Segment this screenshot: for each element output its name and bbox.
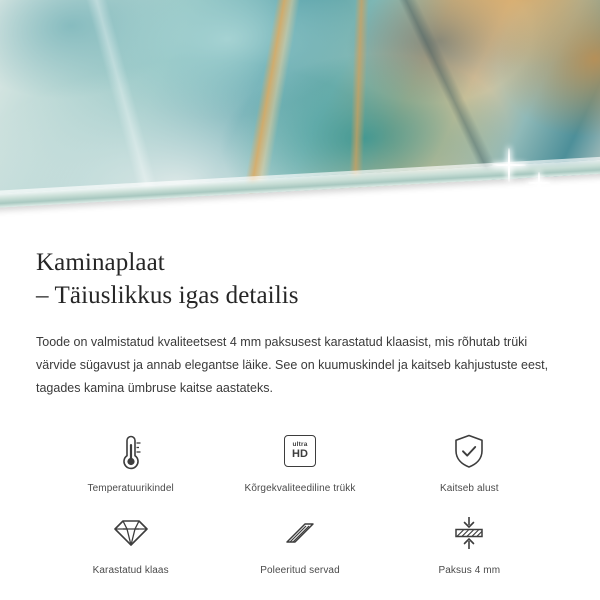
content-area — [0, 246, 600, 576]
hero-image — [0, 0, 600, 218]
ultra-hd-icon — [284, 430, 316, 472]
feature-item-temperature — [46, 430, 215, 494]
feature-label: Kõrgekvaliteediline trükk — [244, 483, 356, 494]
feature-label: Karastatud klaas — [92, 565, 169, 576]
glass-plate-visual — [0, 0, 600, 208]
feature-label: Kaitseb alust — [440, 483, 499, 494]
title-line-2: – Täiuslikkus igas detailis — [36, 282, 299, 309]
title-line-1: Kaminaplaat — [36, 249, 165, 276]
feature-item-tempered-glass — [46, 512, 215, 576]
thickness-arrows-icon — [451, 512, 487, 554]
polished-edges-icon — [283, 512, 317, 554]
feature-item-print-quality — [215, 430, 384, 494]
feature-label: Paksus 4 mm — [438, 565, 501, 576]
description-text: Toode on valmistatud kvaliteetsest 4 mm paksusest karastatud klaasist, mis rõhutab trüki värvide sügavust ja annab elegantse läike. See on kuumuskindel ja kaitseb kahjustuste eest, tagades kamina ümbruse kaitse aastateks. — [36, 335, 549, 395]
feature-item-polished-edges — [215, 512, 384, 576]
feature-label: Poleeritud servad — [260, 565, 340, 576]
page-title — [36, 246, 564, 312]
ultra-hd-top-label: ultra — [292, 440, 308, 448]
diamond-icon — [112, 512, 150, 554]
shield-check-icon — [452, 430, 486, 472]
feature-item-surface-protection — [385, 430, 554, 494]
feature-grid — [36, 430, 564, 576]
feature-label: Temperatuurikindel — [87, 483, 174, 494]
feature-item-thickness — [385, 512, 554, 576]
thermometer-icon — [114, 430, 148, 472]
ultra-hd-bottom-label: HD — [292, 448, 308, 461]
